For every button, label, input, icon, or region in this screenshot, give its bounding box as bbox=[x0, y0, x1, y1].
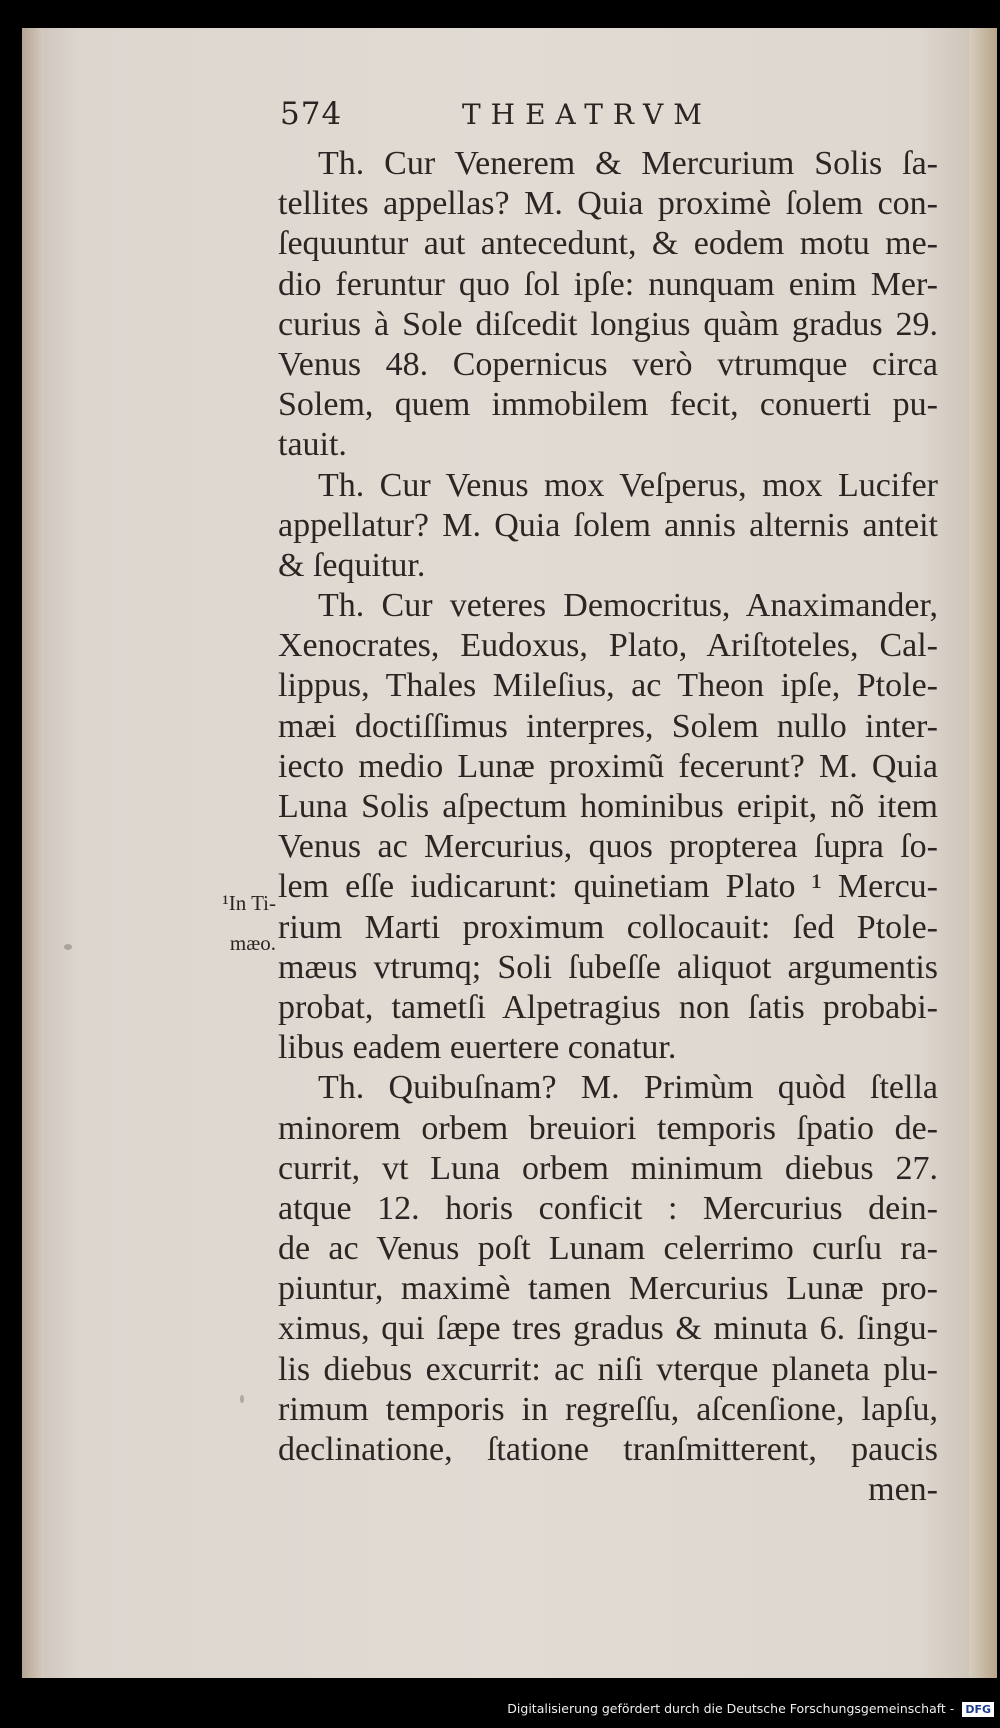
text-line: tauit. bbox=[278, 426, 347, 464]
text-line: rimum temporis in regreſſu, aſcenſione, lapſu, bbox=[278, 1390, 938, 1428]
text-line: probat, tametſi Alpetragius non ſatis probabi- bbox=[278, 988, 938, 1026]
text-line: Th. Quibuſnam? M. Primùm quòd ſtella bbox=[318, 1069, 938, 1107]
running-header bbox=[280, 96, 800, 136]
text-line: lem eſſe iudicarunt: quinetiam Plato ¹ Mercu- bbox=[278, 868, 938, 906]
text-line: lippus, Thales Mileſius, ac Theon ipſe, Ptole- bbox=[278, 667, 938, 705]
text-line: iecto medio Lunæ proximũ fecerunt? M. Quia bbox=[278, 747, 938, 785]
text-line: Th. Cur veteres Democritus, Anaximander, bbox=[318, 587, 938, 625]
catchword: men- bbox=[868, 1471, 938, 1509]
text-line: ximus, qui ſæpe tres gradus & minuta 6. ſingu- bbox=[278, 1310, 938, 1348]
page-edge bbox=[969, 28, 997, 1678]
funding-credit: Digitalisierung gefördert durch die Deutsche Forschungsgemeinschaft - bbox=[507, 1701, 955, 1716]
marginal-note bbox=[176, 883, 276, 963]
text-line: Th. Cur Venerem & Mercurium Solis ſa- bbox=[318, 145, 938, 182]
text-line: tellites appellas? M. Quia proximè ſolem con- bbox=[278, 185, 938, 223]
text-line: & ſequitur. bbox=[278, 546, 426, 584]
page-gutter bbox=[22, 28, 44, 1678]
text-line: rium Marti proximum collocauit: ſed Ptole- bbox=[278, 908, 938, 946]
page-number: 574 bbox=[280, 96, 343, 132]
stain-mark bbox=[64, 944, 72, 950]
text-line: Xenocrates, Eudoxus, Plato, Ariſtoteles, Cal- bbox=[278, 627, 938, 665]
text-line: Solem, quem immobilem fecit, conuerti pu- bbox=[278, 386, 938, 424]
marginal-note-line: mæo. bbox=[229, 931, 276, 955]
digitization-footer bbox=[0, 1698, 994, 1720]
running-title: THEATRVM bbox=[462, 98, 712, 131]
text-line: Venus ac Mercurius, quos propterea ſupra ſo- bbox=[278, 828, 938, 866]
text-line: de ac Venus poſt Lunam celerrimo curſu ra- bbox=[278, 1230, 938, 1268]
text-line: lis diebus excurrit: ac niſi vterque planeta plu- bbox=[278, 1350, 938, 1388]
text-line: atque 12. horis conficit : Mercurius dein- bbox=[278, 1189, 938, 1227]
text-line: Venus 48. Copernicus verò vtrumque circa bbox=[278, 345, 938, 383]
text-line: minorem orbem breuiori temporis ſpatio de- bbox=[278, 1109, 938, 1147]
body-text bbox=[278, 144, 938, 1510]
text-line: curius à Sole diſcedit longius quàm gradus 29. bbox=[278, 305, 938, 343]
stain-mark bbox=[240, 1395, 244, 1403]
text-line: ſequuntur aut antecedunt, & eodem motu me- bbox=[278, 225, 938, 263]
text-line: Luna Solis aſpectum hominibus eripit, nõ item bbox=[278, 788, 938, 825]
text-line: declinatione, ſtatione tranſmitterent, paucis bbox=[278, 1431, 938, 1468]
text-line: libus eadem euertere conatur. bbox=[278, 1029, 677, 1067]
text-line: Th. Cur Venus mox Veſperus, mox Lucifer bbox=[318, 466, 938, 504]
text-line: mæi doctiſſimus interpres, Solem nullo inter- bbox=[278, 707, 938, 745]
marginal-note-line: ¹In Ti- bbox=[222, 891, 276, 915]
text-line: dio feruntur quo ſol ipſe: nunquam enim Mer- bbox=[278, 265, 938, 303]
text-line: currit, vt Luna orbem minimum diebus 27. bbox=[278, 1149, 938, 1187]
dfg-logo: DFG bbox=[962, 1702, 994, 1717]
text-line: mæus vtrumq; Soli ſubeſſe aliquot argumentis bbox=[278, 948, 938, 986]
text-line: piuntur, maximè tamen Mercurius Lunæ pro- bbox=[278, 1270, 938, 1308]
text-line: appellatur? M. Quia ſolem annis alternis anteit bbox=[278, 506, 938, 544]
